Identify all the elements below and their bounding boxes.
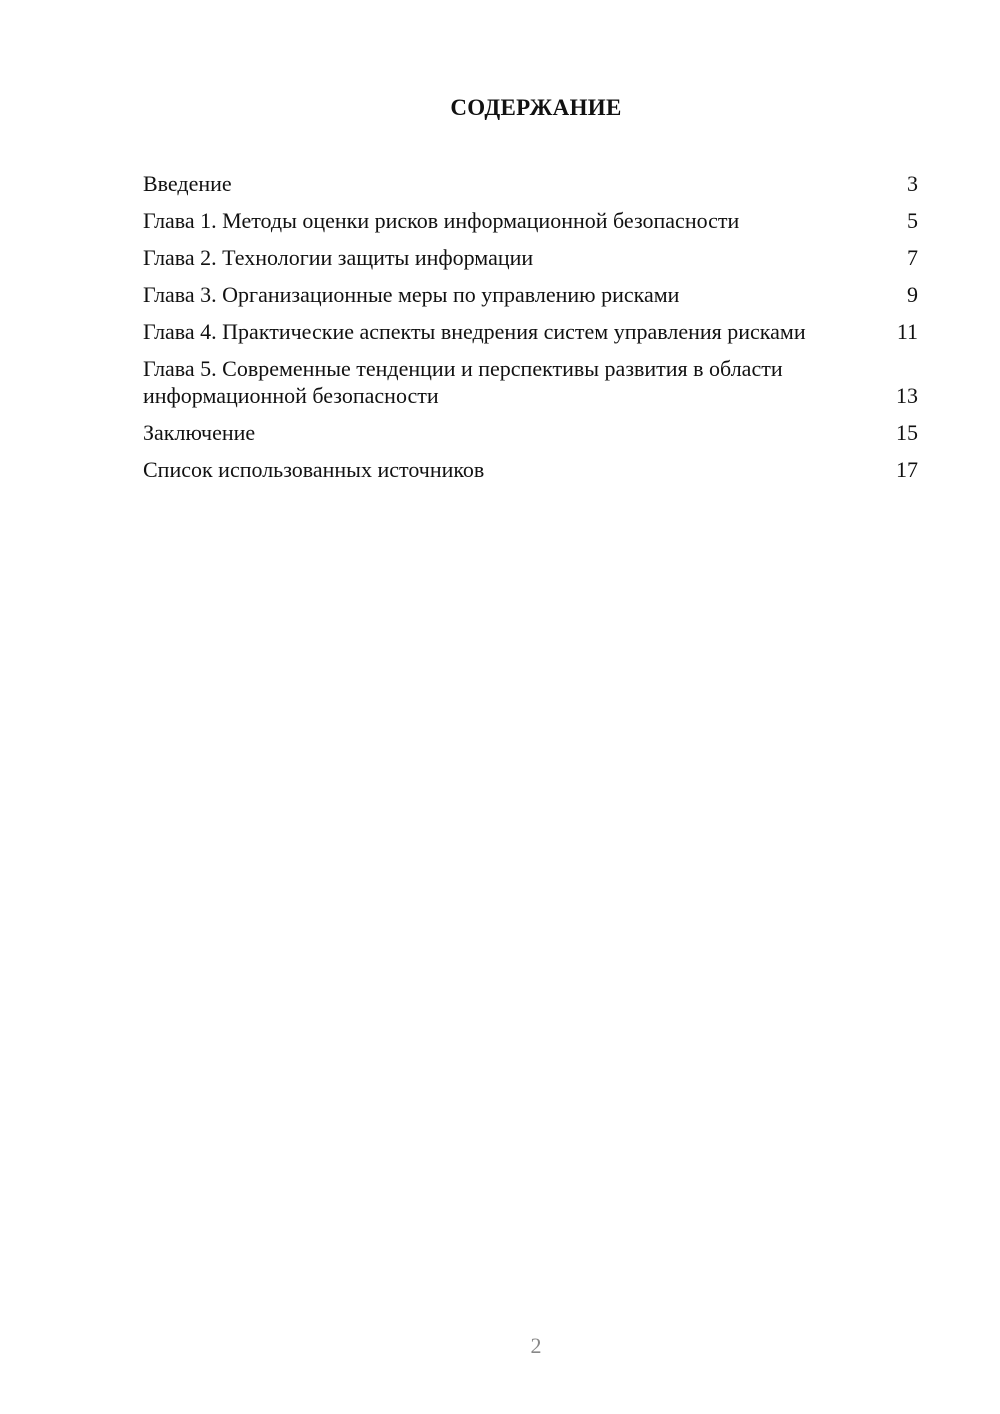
toc-entry-references[interactable] (143, 456, 918, 483)
toc-entry-page: 11 (896, 319, 918, 344)
page-title: СОДЕРЖАНИЕ (450, 95, 622, 120)
toc-entry-label: Глава 1. Методы оценки рисков информационной безопасности (143, 208, 740, 233)
toc-entry-page: 17 (896, 457, 918, 482)
toc-entry-conclusion[interactable] (143, 419, 918, 446)
toc-entry-page: 13 (896, 383, 918, 408)
toc-entry-label: Список использованных источников (143, 457, 485, 482)
page-number: 2 (530, 1333, 542, 1358)
toc-entry-label: Заключение (143, 420, 256, 445)
toc-entry-label: Глава 2. Технологии защиты информации (143, 245, 534, 270)
toc-entry-label: Введение (143, 171, 232, 196)
toc-entry-chapter-2[interactable] (143, 244, 918, 271)
table-of-contents (143, 170, 918, 493)
toc-entry-label: Глава 4. Практические аспекты внедрения систем управления рисками (143, 319, 806, 344)
toc-entry-chapter-3[interactable] (143, 281, 918, 308)
toc-entry-chapter-1[interactable] (143, 207, 918, 234)
toc-entry-page: 15 (896, 420, 918, 445)
toc-entry-label: Глава 5. Современные тенденции и перспективы развития в области информационной безопасности (143, 356, 783, 408)
toc-entry-introduction[interactable] (143, 170, 918, 197)
toc-entry-label: Глава 3. Организационные меры по управлению рисками (143, 282, 680, 307)
toc-entry-chapter-5[interactable] (143, 355, 918, 409)
toc-entry-page: 7 (907, 245, 918, 270)
toc-entry-page: 3 (907, 171, 918, 196)
toc-entry-page: 5 (907, 208, 918, 233)
toc-entry-page: 9 (907, 282, 918, 307)
toc-entry-chapter-4[interactable] (143, 318, 918, 345)
